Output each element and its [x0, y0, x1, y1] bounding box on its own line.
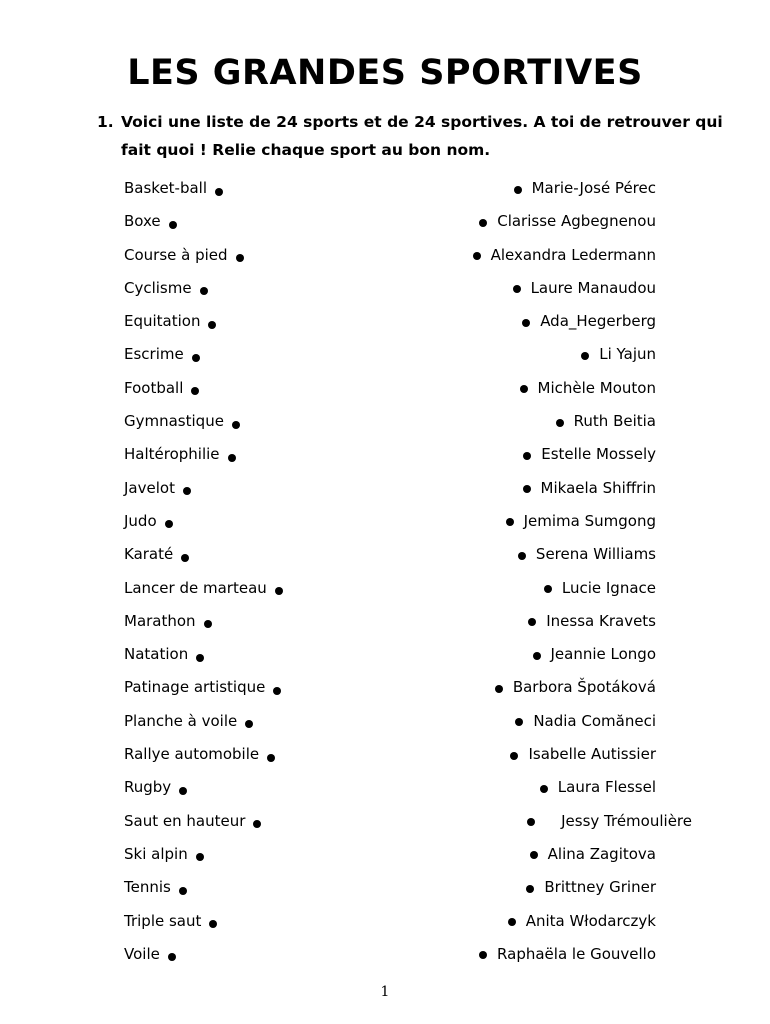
match-row: [0, 605, 770, 638]
athlete-label: Isabelle Autissier: [528, 745, 656, 764]
match-row: [0, 771, 770, 804]
athlete-item: [495, 671, 656, 704]
sport-label: Natation: [124, 645, 189, 664]
athlete-connector-dot[interactable]: [526, 885, 534, 893]
sport-connector-dot[interactable]: [179, 787, 187, 795]
match-row: [0, 438, 770, 471]
athlete-label: Alexandra Ledermann: [490, 245, 656, 264]
athlete-item: [528, 605, 656, 638]
athlete-item: [510, 738, 656, 771]
match-row: [0, 805, 770, 838]
athlete-label: Jeannie Longo: [550, 645, 656, 664]
athlete-item: [508, 905, 656, 938]
athlete-connector-dot[interactable]: [510, 752, 518, 760]
athlete-connector-dot[interactable]: [506, 518, 514, 526]
sport-label: Boxe: [124, 212, 161, 231]
sport-item: [124, 738, 275, 771]
instruction: [97, 108, 737, 164]
sport-label: Planche à voile: [124, 711, 238, 730]
athlete-connector-dot[interactable]: [523, 452, 531, 460]
sport-item: [124, 239, 244, 272]
athlete-item: [581, 338, 656, 371]
athlete-item: [533, 638, 657, 671]
athlete-item: [513, 272, 656, 305]
sport-label: Triple saut: [124, 911, 202, 930]
match-row: [0, 405, 770, 438]
sport-label: Rallye automobile: [124, 745, 260, 764]
match-row: [0, 338, 770, 371]
athlete-label: Marie-José Pérec: [531, 179, 656, 197]
sport-label: Rugby: [124, 778, 172, 797]
sport-item: [124, 272, 208, 305]
match-row: [0, 572, 770, 605]
sport-item: [124, 438, 236, 471]
athlete-item: [522, 305, 656, 338]
sport-label: Ski alpin: [124, 844, 188, 863]
athlete-label: Laure Manaudou: [530, 278, 656, 297]
sport-connector-dot[interactable]: [204, 620, 212, 628]
match-row: [0, 671, 770, 704]
instruction-text: Voici une liste de 24 sports et de 24 sportives. A toi de retrouver qui fait quoi ! Relie chaque sport au bon nom.: [121, 113, 723, 159]
sport-label: Course à pied: [124, 245, 228, 264]
athlete-connector-dot[interactable]: [522, 319, 530, 327]
athlete-label: Michèle Mouton: [537, 378, 656, 397]
sport-connector-dot[interactable]: [208, 321, 216, 329]
match-row: [0, 472, 770, 505]
sport-connector-dot[interactable]: [168, 953, 176, 961]
athlete-item: [479, 205, 656, 238]
sport-item: [124, 372, 199, 405]
athlete-connector-dot[interactable]: [527, 818, 535, 826]
athlete-connector-dot[interactable]: [544, 585, 552, 593]
athlete-connector-dot[interactable]: [479, 219, 487, 227]
sport-label: Cyclisme: [124, 278, 192, 297]
athlete-connector-dot[interactable]: [540, 785, 548, 793]
sport-label: Lancer de marteau: [124, 578, 267, 597]
athlete-item: [520, 372, 656, 405]
athlete-connector-dot[interactable]: [508, 918, 516, 926]
sport-connector-dot[interactable]: [215, 188, 223, 196]
athlete-label: Nadia Comăneci: [533, 711, 656, 730]
sport-label: Marathon: [124, 611, 196, 630]
athlete-connector-dot[interactable]: [479, 951, 487, 959]
athlete-connector-dot[interactable]: [533, 652, 541, 660]
athlete-item: [515, 705, 656, 738]
match-row: [0, 205, 770, 238]
athlete-label: Alina Zagitova: [547, 844, 656, 863]
sport-item: [124, 605, 212, 638]
athlete-label: Anita Włodarczyk: [525, 911, 656, 930]
sport-item: [124, 172, 223, 205]
sport-connector-dot[interactable]: [245, 720, 253, 728]
sport-label: Patinage artistique: [124, 678, 266, 697]
page-title: LES GRANDES SPORTIVES: [127, 53, 643, 93]
match-row: [0, 938, 770, 971]
sport-connector-dot[interactable]: [232, 421, 240, 429]
sport-item: [124, 905, 217, 938]
athlete-label: Jemima Sumgong: [523, 511, 656, 530]
sport-label: Karaté: [124, 545, 174, 564]
athlete-item: [518, 538, 656, 571]
sport-connector-dot[interactable]: [196, 654, 204, 662]
match-row: [0, 871, 770, 904]
sport-item: [124, 205, 177, 238]
athlete-connector-dot[interactable]: [515, 718, 523, 726]
page-number: 1: [380, 984, 390, 1000]
sport-item: [124, 305, 216, 338]
sport-item: [124, 638, 204, 671]
sport-connector-dot[interactable]: [209, 920, 217, 928]
match-row: [0, 172, 770, 205]
match-row: [0, 272, 770, 305]
athlete-connector-dot[interactable]: [528, 618, 536, 626]
athlete-item: [514, 172, 656, 205]
sport-item: [124, 705, 253, 738]
sport-label: Football: [124, 378, 184, 397]
sport-connector-dot[interactable]: [253, 820, 261, 828]
athlete-label: Brittney Griner: [544, 878, 656, 897]
athlete-label: Li Yajun: [599, 345, 656, 364]
match-row: [0, 372, 770, 405]
sport-item: [124, 505, 173, 538]
athlete-connector-dot[interactable]: [556, 419, 564, 427]
match-row: [0, 638, 770, 671]
sport-label: Gymnastique: [124, 412, 224, 431]
athlete-connector-dot[interactable]: [581, 352, 589, 360]
sport-connector-dot[interactable]: [236, 254, 244, 262]
athlete-label: Ruth Beitia: [573, 412, 656, 431]
sport-connector-dot[interactable]: [196, 853, 204, 861]
athlete-item: [473, 239, 656, 272]
matching-list: [0, 172, 770, 971]
sport-connector-dot[interactable]: [273, 687, 281, 695]
sport-connector-dot[interactable]: [192, 354, 200, 362]
sport-item: [124, 938, 176, 971]
athlete-label: Ada_Hegerberg: [540, 312, 656, 331]
match-row: [0, 738, 770, 771]
athlete-label: Estelle Mossely: [541, 445, 656, 464]
athlete-item: [556, 405, 656, 438]
sport-label: Tennis: [124, 878, 171, 897]
sport-item: [124, 405, 240, 438]
sport-item: [124, 771, 187, 804]
sport-label: Equitation: [124, 312, 201, 331]
athlete-label: Clarisse Agbegnenou: [497, 212, 656, 231]
sport-label: Haltérophilie: [124, 445, 220, 464]
athlete-item: [479, 938, 656, 971]
instruction-number: 1.: [97, 113, 114, 131]
athlete-connector-dot[interactable]: [513, 285, 521, 293]
sport-label: Saut en hauteur: [124, 811, 246, 830]
sport-item: [124, 805, 261, 838]
sport-connector-dot[interactable]: [169, 221, 177, 229]
sport-item: [124, 472, 191, 505]
sport-connector-dot[interactable]: [179, 887, 187, 895]
athlete-label: Laura Flessel: [557, 778, 656, 797]
sport-item: [124, 838, 204, 871]
sport-connector-dot[interactable]: [200, 287, 208, 295]
match-row: [0, 838, 770, 871]
athlete-label: Barbora Špotáková: [512, 678, 656, 697]
athlete-connector-dot[interactable]: [514, 186, 522, 194]
sport-connector-dot[interactable]: [275, 587, 283, 595]
athlete-connector-dot[interactable]: [520, 385, 528, 393]
sport-label: Escrime: [124, 345, 184, 364]
athlete-item: [526, 871, 656, 904]
sport-label: Basket-ball: [124, 179, 208, 197]
sport-connector-dot[interactable]: [183, 487, 191, 495]
match-row: [0, 305, 770, 338]
athlete-label: Serena Williams: [535, 545, 656, 564]
athlete-label: Lucie Ignace: [561, 578, 656, 597]
athlete-item: [544, 572, 656, 605]
sport-connector-dot[interactable]: [181, 554, 189, 562]
sport-item: [124, 671, 281, 704]
athlete-connector-dot[interactable]: [518, 552, 526, 560]
match-row: [0, 239, 770, 272]
athlete-item: [523, 438, 656, 471]
sport-connector-dot[interactable]: [228, 454, 236, 462]
athlete-item: [540, 771, 656, 804]
match-row: [0, 705, 770, 738]
athlete-item: [530, 838, 656, 871]
sport-label: Voile: [124, 944, 160, 963]
athlete-item: [523, 472, 656, 505]
sport-item: [124, 538, 189, 571]
match-row: [0, 505, 770, 538]
sport-connector-dot[interactable]: [191, 387, 199, 395]
match-row: [0, 905, 770, 938]
sport-item: [124, 338, 200, 371]
athlete-connector-dot[interactable]: [495, 685, 503, 693]
athlete-connector-dot[interactable]: [523, 485, 531, 493]
athlete-label: Mikaela Shiffrin: [540, 478, 656, 497]
athlete-label: Inessa Kravets: [546, 611, 656, 630]
athlete-label: Raphaëla le Gouvello: [497, 944, 656, 963]
athlete-label: Jessy Trémoulière: [561, 811, 692, 830]
athlete-item: [506, 505, 656, 538]
sport-connector-dot[interactable]: [165, 520, 173, 528]
athlete-connector-dot[interactable]: [473, 252, 481, 260]
sport-item: [124, 871, 187, 904]
sport-label: Javelot: [124, 478, 175, 497]
match-row: [0, 538, 770, 571]
sport-connector-dot[interactable]: [267, 754, 275, 762]
sport-item: [124, 572, 283, 605]
sport-label: Judo: [124, 511, 157, 530]
athlete-item: [527, 805, 692, 838]
athlete-connector-dot[interactable]: [530, 851, 538, 859]
